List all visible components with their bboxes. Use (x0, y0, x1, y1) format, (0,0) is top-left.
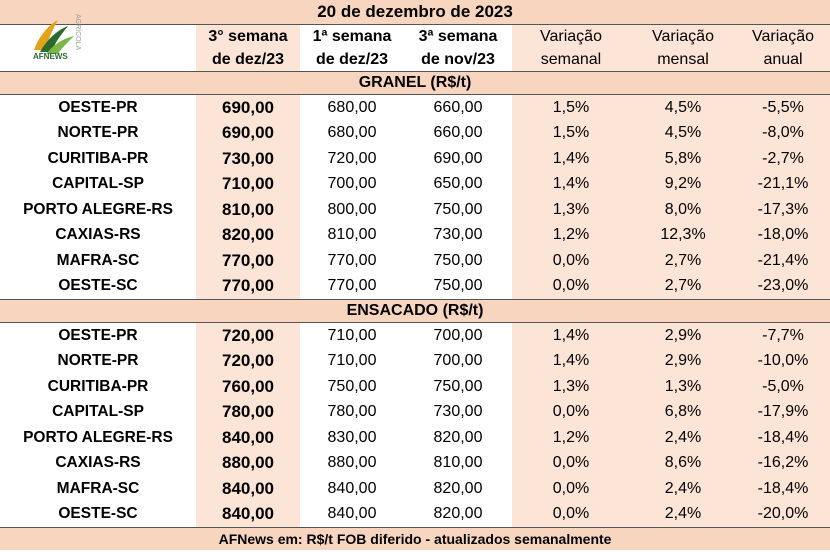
variation-cell: 8,0% (630, 197, 736, 223)
column-header: Variação (630, 25, 736, 49)
section-title: ENSACADO (R$/t) (0, 300, 830, 323)
variation-cell: 2,4% (630, 476, 736, 502)
region-cell: CURITIBA-PR (47, 377, 149, 395)
variation-cell: -23,0% (736, 274, 830, 300)
price-cell: 810,00 (327, 226, 377, 244)
current-price-cell: 720,00 (196, 323, 300, 349)
region-cell: OESTE-SC (58, 277, 138, 295)
region-cell: OESTE-PR (58, 98, 138, 116)
current-price-cell: 690,00 (196, 95, 300, 121)
current-price-cell: 880,00 (196, 451, 300, 477)
variation-cell: 1,5% (512, 95, 630, 121)
price-cell: 730,00 (433, 403, 483, 421)
logo-name: AFNEWS (33, 52, 68, 61)
region-cell: CAXIAS-RS (55, 454, 141, 472)
region-cell: CURITIBA-PR (47, 149, 149, 167)
variation-cell: 1,5% (512, 121, 630, 147)
region-cell: MAFRA-SC (56, 251, 140, 269)
column-header: 3° semana (196, 25, 300, 49)
variation-cell: 4,5% (630, 95, 736, 121)
variation-cell: 8,6% (630, 451, 736, 477)
logo-tagline: AGRÍCOLA (74, 14, 81, 51)
price-cell: 660,00 (433, 124, 483, 142)
table-row (0, 425, 830, 451)
variation-cell: 2,4% (630, 502, 736, 528)
variation-cell: -18,4% (736, 476, 830, 502)
column-header: de dez/23 (196, 48, 300, 72)
table-row (0, 451, 830, 477)
variation-cell: 1,2% (512, 223, 630, 249)
variation-cell: 2,9% (630, 323, 736, 349)
price-cell: 730,00 (433, 226, 483, 244)
price-cell: 700,00 (433, 326, 483, 344)
variation-cell: 6,8% (630, 400, 736, 426)
table-row (0, 95, 830, 121)
variation-cell: 2,4% (630, 425, 736, 451)
variation-cell: 12,3% (630, 223, 736, 249)
variation-cell: -18,4% (736, 425, 830, 451)
variation-cell: 5,8% (630, 146, 736, 172)
current-price-cell: 770,00 (196, 248, 300, 274)
current-price-cell: 840,00 (196, 476, 300, 502)
table-footer: AFNews em: R$/t FOB diferido - atualizados semanalmente (0, 528, 830, 551)
table-row (0, 197, 830, 223)
variation-cell: -5,5% (736, 95, 830, 121)
variation-cell: 1,3% (630, 374, 736, 400)
region-cell: CAPITAL-SP (52, 175, 144, 193)
column-header: 3ª semana (418, 27, 498, 45)
price-cell: 750,00 (433, 277, 483, 295)
variation-cell: 1,3% (512, 374, 630, 400)
variation-cell: -21,4% (736, 248, 830, 274)
variation-cell: -17,3% (736, 197, 830, 223)
region-cell: CAPITAL-SP (52, 403, 144, 421)
variation-cell: -16,2% (736, 451, 830, 477)
current-price-cell: 710,00 (196, 172, 300, 198)
region-cell: OESTE-PR (58, 326, 138, 344)
table-row (0, 121, 830, 147)
column-header: de dez/23 (315, 50, 389, 68)
variation-cell: 2,7% (630, 274, 736, 300)
table-row (0, 502, 830, 528)
table-row (0, 400, 830, 426)
price-cell: 770,00 (327, 277, 377, 295)
current-price-cell: 820,00 (196, 223, 300, 249)
variation-cell: -5,0% (736, 374, 830, 400)
price-cell: 710,00 (327, 326, 377, 344)
price-cell: 750,00 (433, 251, 483, 269)
variation-cell: 1,2% (512, 425, 630, 451)
region-cell: MAFRA-SC (56, 479, 140, 497)
column-header: de nov/23 (421, 50, 495, 68)
column-header: semanal (512, 48, 630, 72)
price-cell: 820,00 (433, 479, 483, 497)
price-cell: 680,00 (327, 124, 377, 142)
table-row (0, 248, 830, 274)
table-row (0, 349, 830, 375)
variation-cell: 2,7% (630, 248, 736, 274)
variation-cell: 0,0% (512, 400, 630, 426)
variation-cell: -18,0% (736, 223, 830, 249)
region-cell: NORTE-PR (57, 352, 139, 370)
price-cell: 750,00 (327, 377, 377, 395)
price-cell: 750,00 (433, 377, 483, 395)
variation-cell: 1,4% (512, 323, 630, 349)
variation-cell: 1,4% (512, 172, 630, 198)
price-cell: 820,00 (433, 505, 483, 523)
price-cell: 780,00 (327, 403, 377, 421)
price-cell: 750,00 (433, 200, 483, 218)
table-row (0, 223, 830, 249)
current-price-cell: 730,00 (196, 146, 300, 172)
price-cell: 880,00 (327, 454, 377, 472)
current-price-cell: 690,00 (196, 121, 300, 147)
price-cell: 700,00 (433, 352, 483, 370)
table-row (0, 172, 830, 198)
variation-cell: -20,0% (736, 502, 830, 528)
price-cell: 770,00 (327, 251, 377, 269)
price-cell: 690,00 (433, 149, 483, 167)
price-cell: 710,00 (327, 352, 377, 370)
region-cell: CAXIAS-RS (55, 226, 141, 244)
table-title: 20 de dezembro de 2023 (0, 0, 830, 25)
price-cell: 650,00 (433, 175, 483, 193)
price-cell: 840,00 (327, 479, 377, 497)
variation-cell: -2,7% (736, 146, 830, 172)
current-price-cell: 840,00 (196, 502, 300, 528)
price-cell: 660,00 (433, 98, 483, 116)
column-header: Variação (512, 25, 630, 49)
section-title: GRANEL (R$/t) (0, 72, 830, 95)
region-cell: PORTO ALEGRE-RS (23, 200, 173, 218)
variation-cell: 1,4% (512, 349, 630, 375)
current-price-cell: 840,00 (196, 425, 300, 451)
current-price-cell: 760,00 (196, 374, 300, 400)
variation-cell: 9,2% (630, 172, 736, 198)
column-header: mensal (630, 48, 736, 72)
variation-cell: 4,5% (630, 121, 736, 147)
variation-cell: -10,0% (736, 349, 830, 375)
column-header: 1ª semana (312, 27, 392, 45)
region-cell: NORTE-PR (57, 124, 139, 142)
variation-cell: 0,0% (512, 274, 630, 300)
region-cell: OESTE-SC (58, 505, 138, 523)
region-cell: PORTO ALEGRE-RS (23, 428, 173, 446)
variation-cell: 0,0% (512, 451, 630, 477)
price-cell: 720,00 (327, 149, 377, 167)
price-cell: 820,00 (433, 428, 483, 446)
variation-cell: 0,0% (512, 502, 630, 528)
variation-cell: 0,0% (512, 248, 630, 274)
table-row (0, 374, 830, 400)
current-price-cell: 720,00 (196, 349, 300, 375)
variation-cell: 1,4% (512, 146, 630, 172)
variation-cell: -21,1% (736, 172, 830, 198)
price-cell: 680,00 (327, 98, 377, 116)
table-row (0, 476, 830, 502)
variation-cell: 2,9% (630, 349, 736, 375)
variation-cell: 1,3% (512, 197, 630, 223)
table-row (0, 274, 830, 300)
table-row (0, 146, 830, 172)
price-cell: 810,00 (433, 454, 483, 472)
price-cell: 700,00 (327, 175, 377, 193)
current-price-cell: 770,00 (196, 274, 300, 300)
variation-cell: -17,9% (736, 400, 830, 426)
variation-cell: 0,0% (512, 476, 630, 502)
column-header: anual (736, 48, 830, 72)
variation-cell: -8,0% (736, 121, 830, 147)
table-row (0, 323, 830, 349)
column-header: Variação (736, 25, 830, 49)
price-cell: 800,00 (327, 200, 377, 218)
variation-cell: -7,7% (736, 323, 830, 349)
current-price-cell: 780,00 (196, 400, 300, 426)
price-cell: 830,00 (327, 428, 377, 446)
price-cell: 840,00 (327, 505, 377, 523)
current-price-cell: 810,00 (196, 197, 300, 223)
